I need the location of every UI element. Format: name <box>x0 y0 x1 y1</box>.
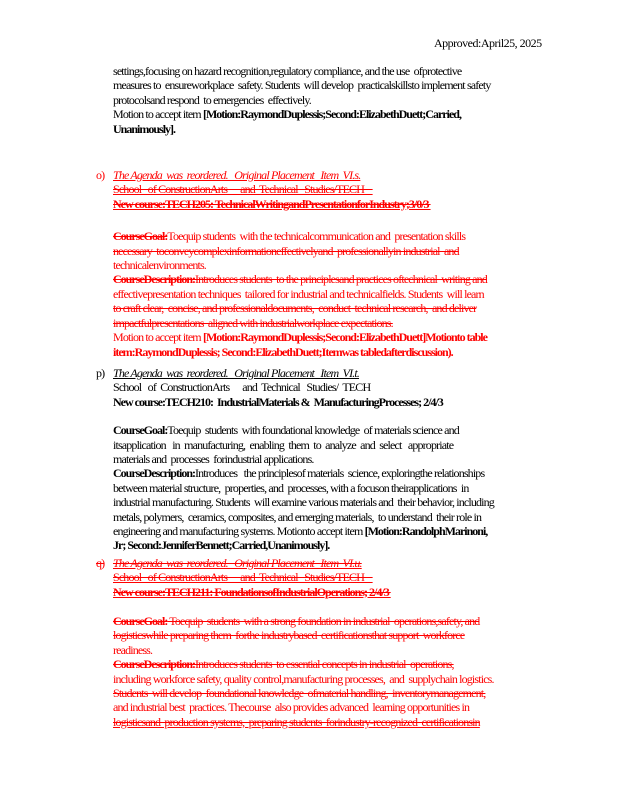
list-marker: q) <box>96 555 105 570</box>
text-line <box>113 395 558 409</box>
text-segment: [Motion:RandolphMarinoni, <box>364 523 488 538</box>
item-p <box>96 365 558 553</box>
text-segment: including workforce safety, quality control,manufacturing processes, and supplychain logistics. <box>113 671 494 686</box>
text-line <box>113 423 558 437</box>
text-segment: [Motion:RaymondDuplessis;Second:ElizabethDuett]Motionto table <box>202 330 487 345</box>
text-line <box>113 229 558 243</box>
text-line <box>113 301 558 315</box>
text-line <box>113 182 558 196</box>
text-segment: protocolsand respond to emergencies effectively. <box>113 92 311 107</box>
text-line <box>113 316 558 330</box>
text-segment: readiness. <box>113 642 153 657</box>
text-segment: effectivepresentation techniques tailored for industrial and technicalfields. Students will learn <box>113 286 484 301</box>
text-segment: School of ConstructionArts and Technical Studies/ TECH <box>113 380 371 395</box>
text-line <box>113 197 558 211</box>
text-segment: and industrial best practices. Thecourse also provides advanced learning opportunities in <box>113 700 470 715</box>
text-segment: The Agenda was reordered. Original Placement Item VI.s. <box>113 168 361 183</box>
text-segment: Introduces students to the principlesand practices oftechnical writing and <box>194 272 487 287</box>
text-segment: Introduces students to essential concepts in industrial operations, <box>194 657 454 672</box>
text-segment: CourseDescription: <box>113 272 195 287</box>
text-segment: School of ConstructionArts and Technical Studies/TECH <box>113 570 373 585</box>
text-segment: School of ConstructionArts and Technical Studies/TECH <box>113 182 373 197</box>
text-line <box>113 93 558 107</box>
list-marker: p) <box>96 365 105 380</box>
text-line <box>113 643 558 657</box>
text-segment: Toequip students with the technicalcommunication and presentation skills <box>167 229 466 244</box>
text-segment: engineering and manufacturing systems. Motionto accept item <box>113 523 365 538</box>
text-line <box>113 244 558 258</box>
text-segment: technicalenvironments. <box>113 258 206 273</box>
text-line <box>113 438 558 452</box>
text-segment: CourseDescription: <box>113 657 195 672</box>
text-line <box>113 715 558 729</box>
approved-date: Approved:April25, 2025 <box>434 36 542 50</box>
text-line <box>113 628 558 642</box>
text-segment: item:RaymondDuplessis; Second:ElizabethDuett;Itemwas tabledafterdiscussion). <box>113 344 453 359</box>
text-segment: Introduces the principlesof materials science, exploringthe relationships <box>194 466 485 481</box>
text-line <box>113 107 558 121</box>
text-line <box>113 78 558 92</box>
text-line <box>113 570 558 584</box>
text-line <box>113 585 558 599</box>
text-segment: metals, polymers, ceramics, composites, and emerging materials, to understand their role in <box>113 509 482 524</box>
text-segment: Motion to accept item <box>113 107 203 122</box>
text-segment: industrial manufacturing. Students will examine various materials and their behavior, including <box>113 495 494 510</box>
text-segment: settings,focusing on hazard recognition,regulatory compliance, and the use ofprotective <box>113 64 462 78</box>
text-segment: Students will develop foundational knowledge ofmaterial handling, inventorymanagement, <box>113 686 486 701</box>
text-line <box>113 672 558 686</box>
text-segment: CourseGoal: <box>113 423 168 438</box>
document-content <box>96 64 558 729</box>
text-line <box>113 538 558 552</box>
text-line <box>113 258 558 272</box>
text-segment: Toequip students with a strong foundation in industrial operations,safety, and <box>167 614 480 628</box>
text-segment: Motion to accept item <box>113 330 203 345</box>
text-line <box>113 700 558 714</box>
text-line <box>113 657 558 671</box>
text-line <box>113 330 558 344</box>
text-line <box>113 524 558 538</box>
text-segment: New course:TECH211: FoundationsofIndustrialOperations; 2/4/3 <box>113 584 391 599</box>
text-line <box>113 287 558 301</box>
text-segment: Toequip students with foundational knowledge of materials science and <box>167 423 459 438</box>
text-segment: logisticswhile preparing them forthe industrybased certificationsthat support workforce <box>113 628 465 643</box>
item-o <box>96 168 558 359</box>
text-segment: logisticsand production systems, preparing students forindustry-recognized certificationsin <box>113 714 480 729</box>
text-segment: between material structure, properties, and processes, with a focuson theirapplications in <box>113 480 469 495</box>
text-line <box>113 686 558 700</box>
text-segment: materials and processes forindustrial applications. <box>113 451 314 466</box>
item-q <box>96 555 558 729</box>
text-line <box>113 495 558 509</box>
text-line <box>113 481 558 495</box>
intro-paragraph <box>113 64 558 136</box>
text-line <box>113 452 558 466</box>
text-line <box>113 272 558 286</box>
text-line <box>113 366 558 380</box>
text-line <box>113 122 558 136</box>
text-segment: impactfulpresentations aligned with industrialworkplace expectations. <box>113 315 393 330</box>
text-segment: measures to ensureworkplace safety. Students will develop practicalskillsto implement safety <box>113 78 491 93</box>
text-segment: The Agenda was reordered. Original Placement Item VI.t. <box>113 365 360 380</box>
text-segment: New course:TECH210: IndustrialMaterials & ManufacturingProcesses; 2/4/3 <box>113 394 443 409</box>
text-segment: Unanimously]. <box>113 121 176 136</box>
text-segment: itsapplication in manufacturing, enabling them to analyze and select appropriate <box>113 437 454 452</box>
text-segment: CourseDescription: <box>113 466 195 481</box>
text-segment: CourseGoal: <box>113 229 168 244</box>
text-segment: [Motion:RaymondDuplessis;Second:ElizabethDuett;Carried, <box>202 107 461 122</box>
text-line <box>113 168 558 182</box>
text-segment: Jr; Second:JenniferBennett;Carried,Unanimously]. <box>113 538 330 553</box>
text-segment: necessary toconveycomplexinformationeffectivelyand professionallyin industrial and <box>113 243 459 258</box>
text-segment: The Agenda was reordered. Original Placement Item VI.u. <box>113 555 362 570</box>
text-line <box>113 64 558 78</box>
list-marker: o) <box>96 168 105 183</box>
text-line <box>113 556 558 570</box>
text-line <box>113 466 558 480</box>
text-segment: New course:TECH205: TechnicalWritingandPresentationforIndustry;3/0/3 <box>113 196 431 211</box>
text-line <box>113 345 558 359</box>
text-line <box>113 380 558 394</box>
text-line <box>113 614 558 628</box>
text-segment: CourseGoal: <box>113 614 168 628</box>
text-segment: to craft clear, concise, and professionaldocuments, conduct technical research, and deliver <box>113 301 477 316</box>
text-line <box>113 510 558 524</box>
